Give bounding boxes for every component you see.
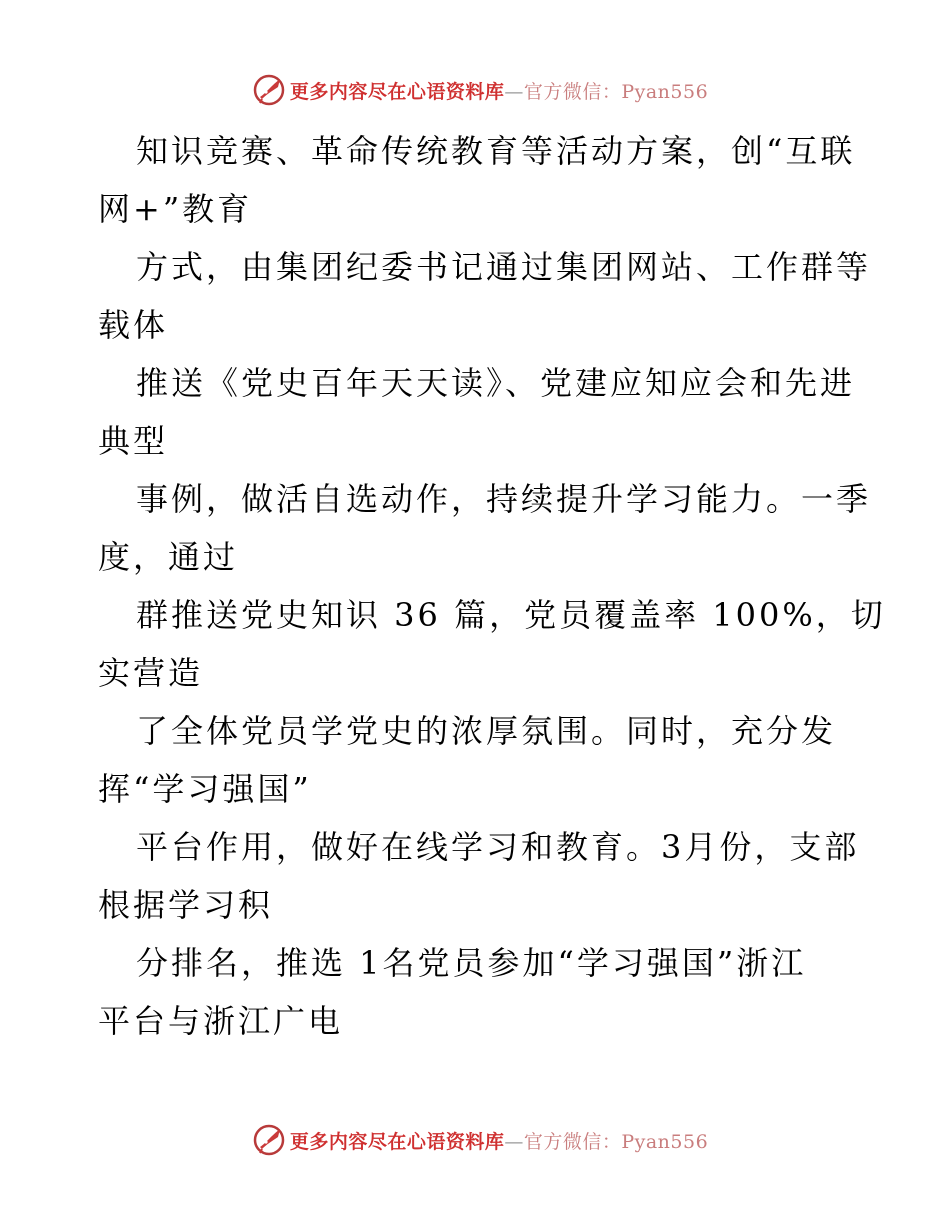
paragraph-line: 实营造 (98, 654, 204, 692)
banner-wechat: 官方微信：Pyan556 (523, 80, 709, 103)
paragraph-line: 知识竞赛、革命传统教育等活动方案，创“互联 (136, 132, 856, 170)
banner-separator: — (504, 80, 524, 103)
paragraph-line: 典型 (98, 422, 169, 460)
footer-banner-link[interactable] (252, 1123, 708, 1157)
paragraph-line: 了全体党员学党史的浓厚氛围。同时，充分发 (136, 712, 837, 750)
paragraph-line: 网+”教育 (98, 190, 253, 228)
paragraph-line: 事例，做活自选动作，持续提升学习能力。一季 (136, 480, 872, 518)
paragraph-line: 群推送党史知识 36 篇，党员覆盖率 100%，切 (136, 596, 886, 634)
paragraph-line: 载体 (98, 306, 169, 344)
paragraph-line: 平台与浙江广电 (98, 1002, 344, 1040)
paragraph-line: 方式，由集团纪委书记通过集团网站、工作群等 (136, 248, 872, 286)
footer-site-name: 更多内容尽在心语资料库 (289, 1130, 505, 1153)
banner-site-name: 更多内容尽在心语资料库 (289, 80, 505, 103)
paragraph-line: 挥“学习强国” (98, 770, 312, 808)
paragraph-line: 度，通过 (98, 538, 239, 576)
paragraph-line: 分排名，推选 1名党员参加“学习强国”浙江 (136, 944, 807, 982)
footer-banner (0, 1120, 950, 1160)
footer-separator: — (504, 1130, 524, 1153)
paragraph-line: 根据学习积 (98, 886, 274, 924)
header-banner (0, 70, 950, 110)
footer-wechat: 官方微信：Pyan556 (523, 1130, 709, 1153)
document-body (98, 122, 886, 1050)
pen-nib-logo-icon (252, 73, 286, 107)
paragraph-line: 平台作用，做好在线学习和教育。3月份，支部 (136, 828, 860, 866)
banner-link[interactable] (252, 73, 708, 107)
paragraph-line: 推送《党史百年天天读》、党建应知应会和先进 (136, 364, 856, 402)
pen-nib-logo-icon (252, 1123, 286, 1157)
